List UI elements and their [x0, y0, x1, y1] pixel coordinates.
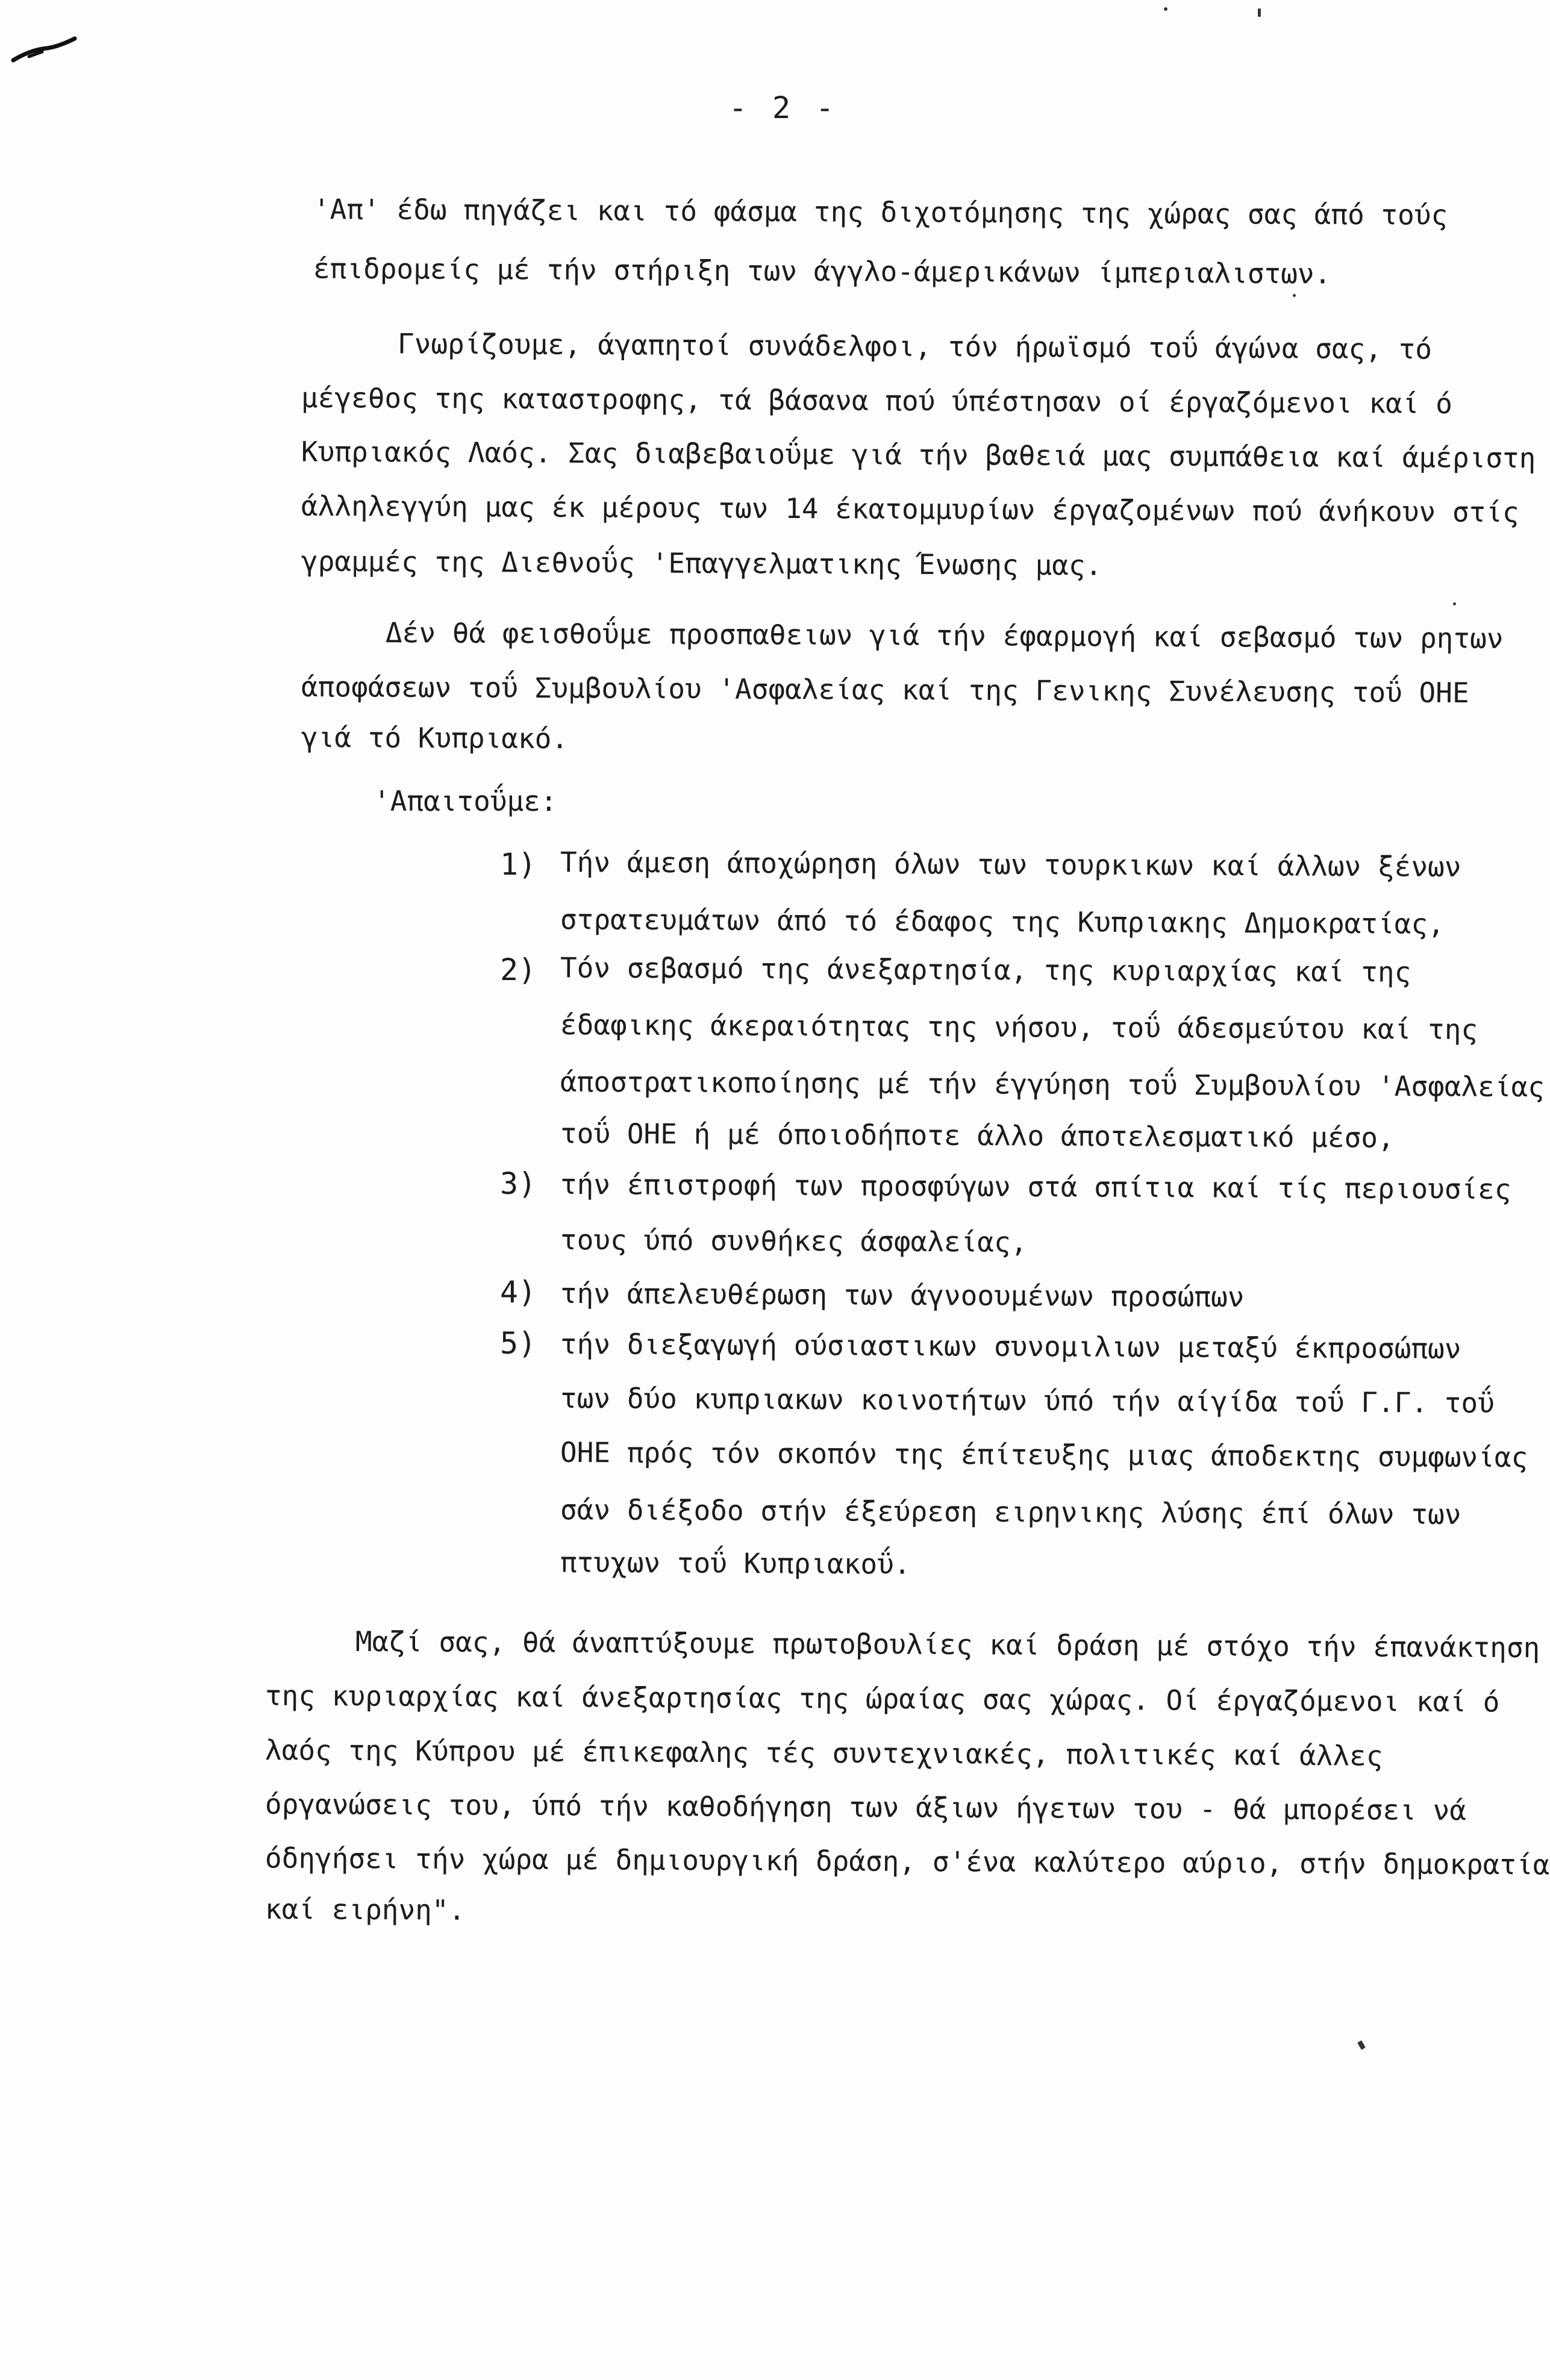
- paragraph-4-line-3: λαός της Κύπρου μέ έπικεφαλης τές συντεχνιακές, πολιτικές καί άλλες: [264, 1734, 1383, 1772]
- scan-speck: [1453, 602, 1456, 605]
- demand-1-line-1: Τήν άμεση άποχώρηση όλων των τουρκικων καί άλλων ξένων: [560, 846, 1461, 883]
- paragraph-1-line-2: έπιδρομείς μέ τήν στήριξη των άγγλο-άμερικάνων ίμπεριαλιστων.: [313, 252, 1331, 290]
- demand-5-line-2: των δύο κυπριακων κοινοτήτων ύπό τήν αίγίδα τοΰ Γ.Γ. τοΰ: [560, 1381, 1495, 1420]
- paragraph-2-line-1: Γνωρίζουμε, άγαπητοί συνάδελφοι, τόν ήρωϊσμό τοΰ άγώνα σας, τό: [397, 327, 1433, 366]
- paragraph-2-line-4: άλληλεγγύη μας έκ μέρους των 14 έκατομμυρίων έργαζομένων πού άνήκουν στίς: [301, 489, 1519, 529]
- demand-5-line-4: σάν διέξοδο στήν έξεύρεση ειρηνικης λύσης έπί όλων των: [560, 1493, 1461, 1531]
- paragraph-4-line-6: καί ειρήνη".: [264, 1893, 466, 1926]
- demand-1-number: 1): [500, 847, 537, 882]
- demand-3-number: 3): [500, 1166, 537, 1201]
- paragraph-2-line-5: γραμμές της Διεθνοΰς 'Επαγγελματικης Ένωσης μας.: [301, 545, 1102, 582]
- scan-speck: [1164, 7, 1167, 11]
- demand-4-number: 4): [500, 1275, 537, 1310]
- paragraph-3-line-1: Δέν θά φεισθοΰμε προσπαθειων γιά τήν έφαρμογή καί σεβασμό των ρητων: [385, 616, 1504, 655]
- paragraph-1-line-1: 'Απ' έδω πηγάζει και τό φάσμα της διχοτόμησης της χώρας σας άπό τούς: [313, 193, 1448, 231]
- demand-5-line-1: τήν διεξαγωγή ούσιαστικων συνομιλιων μεταξύ έκπροσώπων: [560, 1328, 1461, 1365]
- demand-4-line-1: τήν άπελευθέρωση των άγνοουμένων προσώπων: [560, 1277, 1245, 1313]
- demand-5-line-3: ΟΗΕ πρός τόν σκοπόν της έπίτευξης μιας άποδεκτης συμφωνίας: [560, 1435, 1528, 1474]
- page-number: - 2 -: [728, 90, 838, 125]
- demand-5-number: 5): [500, 1326, 537, 1361]
- paragraph-4-line-1: Μαζί σας, θά άναπτύξουμε πρωτοβουλίες καί δράση μέ στόχο τήν έπανάκτηση: [355, 1625, 1540, 1664]
- pen-stroke-mark: [11, 36, 77, 64]
- paragraph-3-line-2: άποφάσεων τοΰ Συμβουλίου 'Ασφαλείας καί της Γενικης Συνέλευσης τοΰ ΟΗΕ: [301, 670, 1469, 710]
- demand-2-line-1: Τόν σεβασμό της άνεξαρτησία, της κυριαρχίας καί της: [560, 951, 1411, 989]
- scan-speck: [1293, 294, 1296, 297]
- demand-5-line-5: πτυχων τοΰ Κυπριακοΰ.: [560, 1546, 911, 1581]
- demand-2-line-4: τοΰ ΟΗΕ ή μέ όποιοδήποτε άλλο άποτελεσματικό μέσο,: [560, 1117, 1395, 1154]
- paragraph-2-line-2: μέγεθος της καταστροφης, τά βάσανα πού ύπέστησαν οί έργαζόμενοι καί ό: [301, 381, 1453, 420]
- scan-speck: [1258, 8, 1261, 17]
- demands-heading: 'Απαιτοΰμε:: [373, 785, 557, 817]
- paragraph-3-line-3: γιά τό Κυπριακό.: [301, 720, 569, 755]
- paragraph-4-line-4: όργανώσεις του, ύπό τήν καθοδήγηση των άξιων ήγετων του - θά μπορέσει νά: [264, 1787, 1467, 1827]
- demand-2-line-2: έδαφικης άκεραιότητας της νήσου, τοΰ άδεσμεύτου καί της: [560, 1008, 1478, 1046]
- demand-3-line-2: τους ύπό συνθήκες άσφαλείας,: [560, 1223, 1028, 1259]
- demand-2-number: 2): [500, 952, 537, 987]
- demand-2-line-3: άποστρατικοποίησης μέ τήν έγγύηση τοΰ Συμβουλίου 'Ασφαλείας: [560, 1065, 1545, 1104]
- paragraph-2-line-3: Κυπριακός Λαός. Σας διαβεβαιοΰμε γιά τήν βαθειά μας συμπάθεια καί άμέριστη: [301, 435, 1536, 475]
- demand-1-line-2: στρατευμάτων άπό τό έδαφος της Κυπριακης Δημοκρατίας,: [560, 903, 1445, 940]
- scan-speck: [1357, 2040, 1366, 2050]
- paragraph-4-line-2: της κυριαρχίας καί άνεξαρτησίας της ώραίας σας χώρας. Οί έργαζόμενοι καί ό: [264, 1679, 1500, 1719]
- demand-3-line-1: τήν έπιστροφή των προσφύγων στά σπίτια καί τίς περιουσίες: [560, 1167, 1511, 1206]
- paragraph-4-line-5: όδηγήσει τήν χώρα μέ δημιουργική δράση, σ'ένα καλύτερο αύριο, στήν δημοκρατία: [264, 1841, 1550, 1881]
